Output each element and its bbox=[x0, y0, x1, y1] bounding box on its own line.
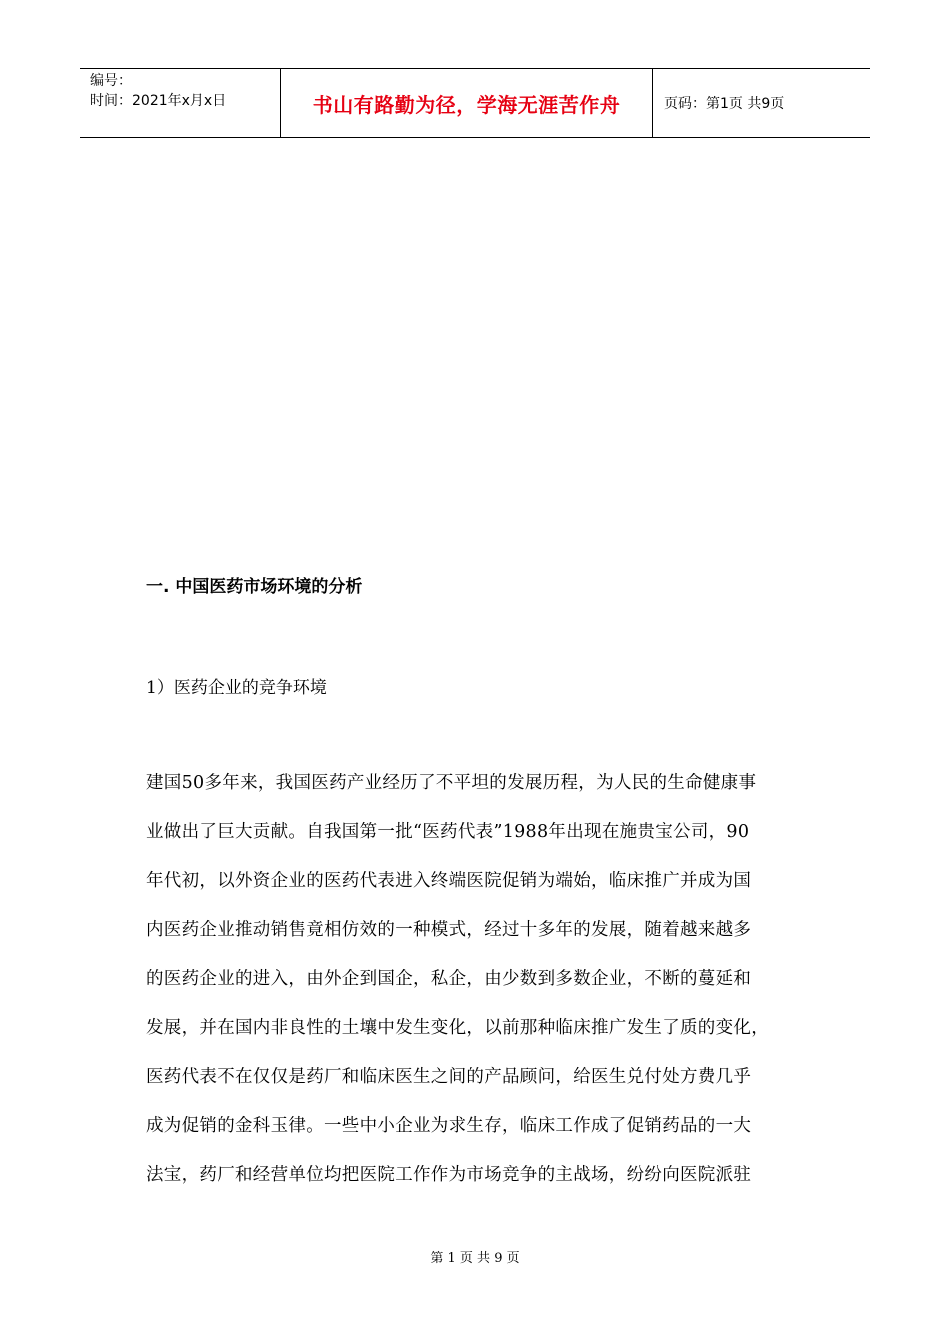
header-motto: 书山有路勤为径，学海无涯苦作舟 bbox=[281, 69, 653, 137]
paragraph-line: 的医药企业的进入，由外企到国企，私企，由少数到多数企业，不断的蔓延和 bbox=[146, 969, 752, 989]
paragraph-line: 法宝，药厂和经营单位均把医院工作作为市场竞争的主战场，纷纷向医院派驻 bbox=[146, 1165, 752, 1185]
section-title: 一. 中国医药市场环境的分析 bbox=[146, 577, 363, 597]
document-header bbox=[80, 68, 870, 138]
header-meta bbox=[80, 69, 281, 137]
page-footer: 第 1 页 共 9 页 bbox=[430, 1251, 520, 1266]
paragraph-line: 发展，并在国内非良性的土壤中发生变化，以前那种临床推广发生了质的变化， bbox=[146, 1018, 769, 1038]
paragraph-line: 建国50多年来，我国医药产业经历了不平坦的发展历程，为人民的生命健康事 bbox=[146, 773, 757, 793]
body-paragraph bbox=[146, 768, 810, 1209]
paragraph-line: 内医药企业推动销售竟相仿效的一种模式，经过十多年的发展，随着越来越多 bbox=[146, 920, 752, 940]
header-page-info: 页码：第1页 共9页 bbox=[664, 96, 785, 112]
subsection-title: 1）医药企业的竞争环境 bbox=[146, 678, 327, 698]
paragraph-line: 业做出了巨大贡献。自我国第一批“医药代表”1988年出现在施贵宝公司，90 bbox=[146, 822, 750, 842]
paragraph-line: 年代初，以外资企业的医药代表进入终端医院促销为端始，临床推广并成为国 bbox=[146, 871, 752, 891]
number-label: 编号： bbox=[90, 73, 132, 89]
date-label: 时间：2021年x月x日 bbox=[90, 93, 227, 109]
paragraph-line: 成为促销的金科玉律。一些中小企业为求生存，临床工作成了促销药品的一大 bbox=[146, 1116, 752, 1136]
paragraph-line: 医药代表不在仅仅是药厂和临床医生之间的产品顾问，给医生兑付处方费几乎 bbox=[146, 1067, 752, 1087]
